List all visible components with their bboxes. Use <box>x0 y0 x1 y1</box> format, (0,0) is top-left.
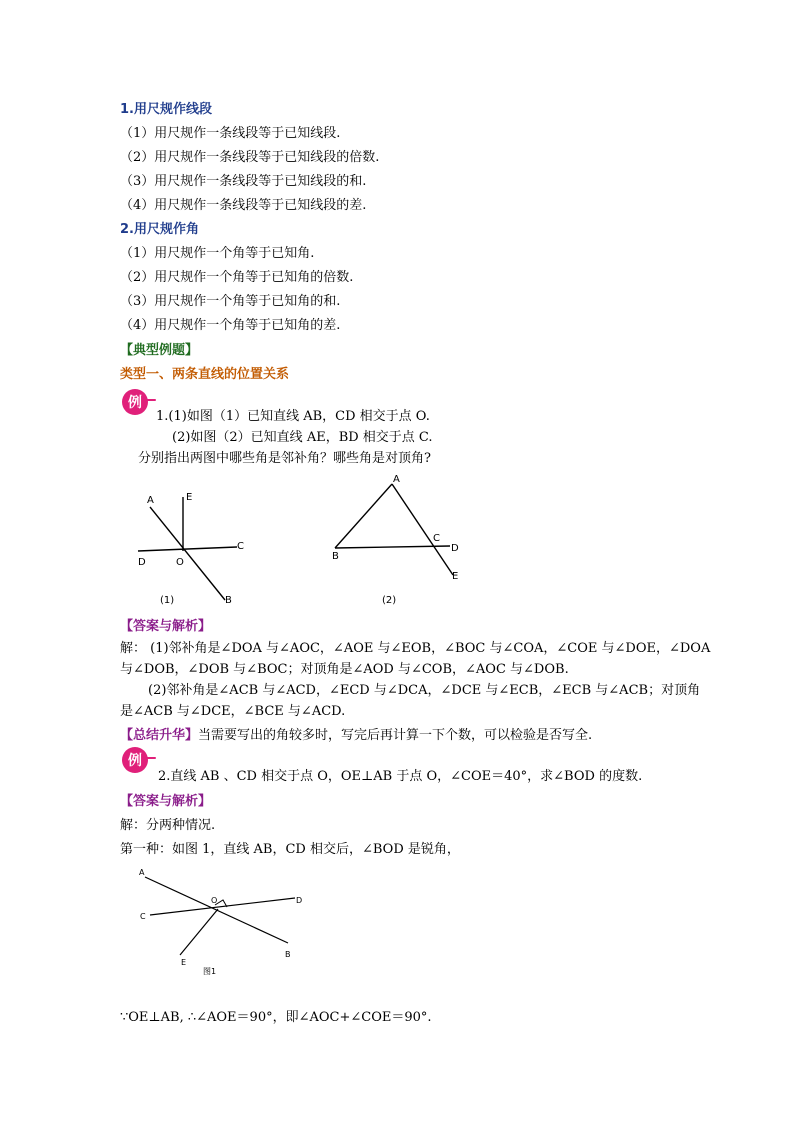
example1-line3: 分别指出两图中哪些角是邻补角？哪些角是对顶角? <box>138 451 431 466</box>
example-badge-2: 例 <box>122 747 148 773</box>
fig2-label-E: E <box>452 571 459 582</box>
example1-line2: (2)如图（2）已知直线 AE，BD 相交于点 C. <box>172 430 433 445</box>
fig1-caption: (1) <box>160 595 175 606</box>
fig1-label-A: A <box>147 495 154 506</box>
fig3-label-E: E <box>181 958 187 967</box>
example2-question: 2.直线 AB 、CD 相交于点 O，OE⊥AB 于点 O，∠COE＝40°，求∠BOD 的度数. <box>158 769 643 784</box>
figure-3-perpendicular-lines <box>135 865 315 980</box>
fig1-label-E: E <box>186 492 193 503</box>
section1-item-2: （2）用尺规作一条线段等于已知线段的倍数. <box>120 150 380 165</box>
section2-item-1: （1）用尺规作一个角等于已知角. <box>120 246 315 261</box>
answer1-line2: 与∠DOB，∠DOB 与∠BOC；对顶角是∠AOD 与∠COB，∠AOC 与∠DOB. <box>120 662 569 677</box>
figure-1-intersecting-lines <box>130 485 260 610</box>
type1-heading: 类型一、两条直线的位置关系 <box>120 367 290 382</box>
summary-text: 当需要写出的角较多时，写完后再计算一下个数，可以检验是否写全. <box>198 728 593 743</box>
answer1-line1: 解： (1)邻补角是∠DOA 与∠AOC，∠AOE 与∠EOB，∠BOC 与∠COA，∠COE 与∠DOE，∠DOA <box>120 641 711 656</box>
section1-title: 1.用尺规作线段 <box>120 102 212 117</box>
summary-label: 【总结升华】 <box>120 728 199 743</box>
fig1-label-B: B <box>225 595 232 606</box>
figure-2-triangle <box>325 470 475 610</box>
answer-heading-2: 【答案与解析】 <box>120 794 212 809</box>
section1-item-1: （1）用尺规作一条线段等于已知线段. <box>120 126 341 141</box>
section2-item-4: （4）用尺规作一个角等于已知角的差. <box>120 318 341 333</box>
answer1-line4: 是∠ACB 与∠DCE，∠BCE 与∠ACD. <box>120 704 346 719</box>
fig3-label-O: O <box>211 896 218 905</box>
section1-item-4: （4）用尺规作一条线段等于已知线段的差. <box>120 198 367 213</box>
typical-examples-heading: 【典型例题】 <box>120 343 199 358</box>
answer2-line2: 第一种：如图 1，直线 AB，CD 相交后，∠BOD 是锐角， <box>120 842 460 857</box>
answer1-line3: (2)邻补角是∠ACB 与∠ACD，∠ECD 与∠DCA，∠DCE 与∠ECB，∠ECB 与∠ACB；对顶角 <box>148 683 701 698</box>
section2-item-2: （2）用尺规作一个角等于已知角的倍数. <box>120 270 354 285</box>
answer2-line1: 解：分两种情况. <box>120 818 216 833</box>
fig2-label-A: A <box>393 474 400 485</box>
section2-title: 2.用尺规作角 <box>120 222 199 237</box>
section2-item-3: （3）用尺规作一个角等于已知角的和. <box>120 294 341 309</box>
fig2-label-D: D <box>451 543 459 554</box>
fig3-caption: 图1 <box>203 967 217 976</box>
fig1-label-O: O <box>176 557 184 568</box>
fig2-label-B: B <box>332 551 339 562</box>
fig2-label-C: C <box>433 533 440 544</box>
fig1-label-C: C <box>237 541 244 552</box>
fig3-label-C: C <box>140 912 146 921</box>
example1-line1: 1.(1)如图（1）已知直线 AB，CD 相交于点 O. <box>156 409 430 424</box>
fig1-label-D: D <box>138 557 146 568</box>
summary-line <box>120 727 592 745</box>
fig3-label-B: B <box>285 950 291 959</box>
fig2-caption: (2) <box>382 595 397 606</box>
answer2-line3: ∵OE⊥AB, ∴∠AOE＝90°，即∠AOC+∠COE＝90°. <box>120 1010 432 1025</box>
example-badge-1: 例 <box>122 389 148 415</box>
fig3-label-A: A <box>139 868 145 877</box>
answer-heading-1: 【答案与解析】 <box>120 619 212 634</box>
section1-item-3: （3）用尺规作一条线段等于已知线段的和. <box>120 174 367 189</box>
fig3-label-D: D <box>296 896 303 905</box>
